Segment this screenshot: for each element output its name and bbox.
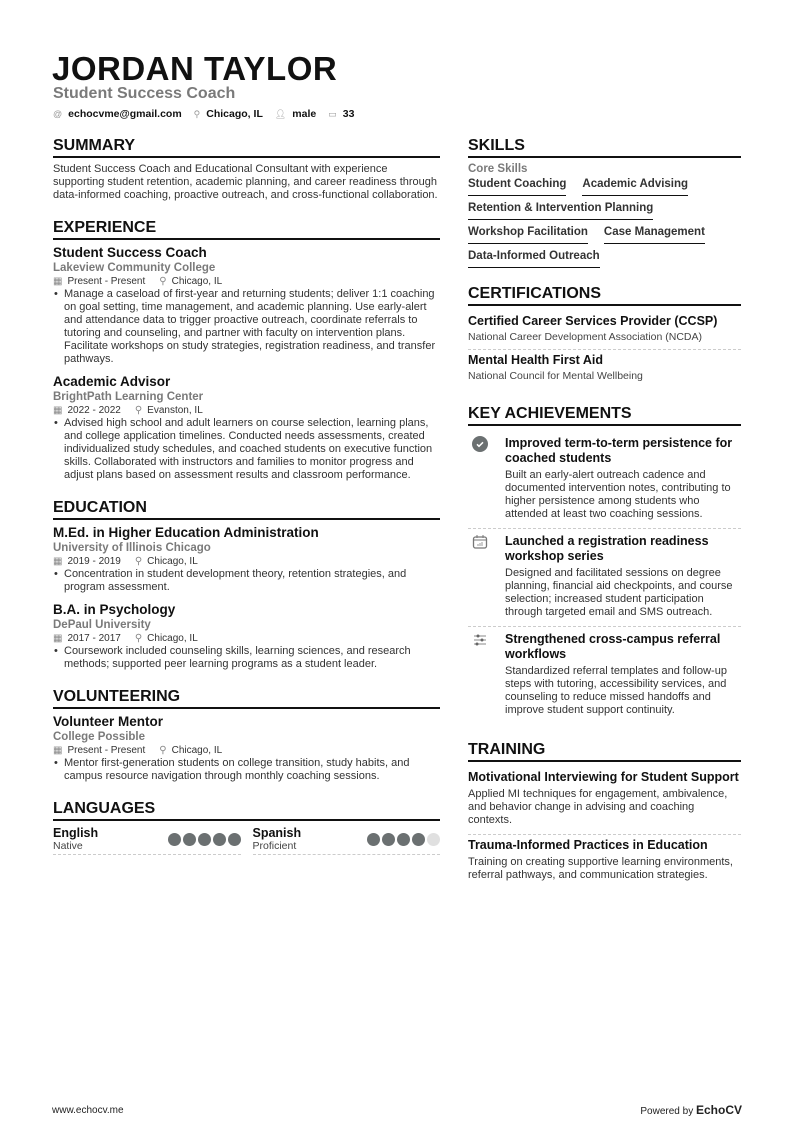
rating-dot (412, 833, 425, 846)
achievement-item (468, 529, 741, 627)
entry-organization: College Possible (53, 731, 146, 743)
entry-meta (53, 556, 440, 567)
entry-meta (53, 405, 440, 416)
location: Chicago, IL (206, 108, 263, 120)
candidate-name: JORDAN TAYLOR (52, 50, 338, 87)
summary-text: Student Success Coach and Educational Consultant with experience supporting student retention, academic planning, and career readiness through data-informed coaching, proactive outreach, and cross-functional collaboration. (53, 163, 438, 201)
entry-location: Chicago, IL (171, 745, 223, 756)
entry-title: Volunteer Mentor (53, 714, 164, 729)
achievements-section (468, 405, 741, 724)
entry-location: Chicago, IL (147, 556, 198, 567)
section-heading: CERTIFICATIONS (468, 285, 741, 306)
language-name: Spanish (252, 826, 302, 840)
training-section (468, 741, 741, 889)
section-heading: SKILLS (468, 137, 741, 158)
contact-info (53, 108, 354, 120)
education-section (53, 499, 440, 671)
skill-tag: Retention & Intervention Planning (468, 202, 653, 220)
certification-issuer: National Council for Mental Wellbeing (468, 370, 643, 382)
achievement-item (468, 431, 741, 529)
training-item (468, 767, 741, 835)
entry-meta (53, 276, 440, 287)
section-heading: EXPERIENCE (53, 219, 440, 240)
skill-tag: Student Coaching (468, 178, 566, 196)
training-description: Applied MI techniques for engagement, ambivalence, and behavior change in advising and coaching contexts. (468, 788, 728, 826)
achievement-title: Improved term-to-term persistence for coached students (505, 436, 733, 465)
language-level: Proficient (252, 840, 297, 852)
section-heading: TRAINING (468, 741, 741, 762)
languages-section (53, 800, 440, 855)
email: echocvme@gmail.com (68, 108, 182, 120)
entry-dates: 2022 - 2022 (67, 405, 121, 416)
experience-entry (53, 374, 440, 482)
achievement-description: Standardized referral templates and follow-up steps with tutoring, accessibility services, and counseling to reduce missed handoffs and improve student support continuity. (505, 665, 727, 716)
calendar-icon: ▦ (53, 556, 63, 567)
entry-dates: Present - Present (67, 745, 146, 756)
entry-dates: Present - Present (67, 276, 146, 287)
entry-bullet: • Coursework included counseling skills, learning sciences, and research methods; supported peer learning programs as a student leader. (53, 645, 440, 671)
entry-organization: Lakeview Community College (53, 262, 216, 274)
sliders-icon (468, 632, 491, 717)
rating-dot (168, 833, 181, 846)
entry-organization: BrightPath Learning Center (53, 391, 204, 403)
section-heading: EDUCATION (53, 499, 440, 520)
education-entry (53, 602, 440, 671)
calendar-chart-icon (468, 534, 491, 619)
achievement-description: Built an early-alert outreach cadence and documented intervention notes, contributing to higher persistence among students who attended at least two coaching sessions. (505, 469, 731, 520)
volunteering-section (53, 688, 440, 783)
certification-item (468, 350, 741, 388)
achievement-description: Designed and facilitated sessions on degree planning, financial aid checkpoints, and course selection; increased student participation through targeted email and SMS outreach. (505, 567, 733, 618)
entry-location: Chicago, IL (147, 633, 198, 644)
section-heading: KEY ACHIEVEMENTS (468, 405, 741, 426)
summary-section (53, 137, 440, 202)
person-icon: 👤︎ (274, 109, 287, 119)
achievement-item (468, 627, 741, 724)
language-level: Native (53, 840, 83, 852)
training-description: Training on creating supportive learning environments, referral pathways, and communication strategies. (468, 856, 733, 881)
entry-location: Chicago, IL (171, 276, 223, 287)
rating-dot (367, 833, 380, 846)
entry-organization: University of Illinois Chicago (53, 542, 211, 554)
language-item (53, 826, 241, 855)
skills-section (468, 137, 741, 268)
certification-title: Certified Career Services Provider (CCSP) (468, 314, 718, 328)
entry-meta (53, 633, 440, 644)
left-column (53, 137, 440, 872)
entry-title: Academic Advisor (53, 374, 171, 389)
calendar-icon: ▦ (53, 405, 63, 416)
at-icon: @ (53, 109, 63, 119)
location-pin-icon: ⚲ (134, 405, 143, 416)
rating-dot (382, 833, 395, 846)
entry-dates: 2017 - 2017 (67, 633, 121, 644)
skill-tag: Workshop Facilitation (468, 226, 588, 244)
calendar-icon: ▭ (328, 109, 337, 119)
rating-dot (228, 833, 241, 846)
entry-organization: DePaul University (53, 619, 151, 631)
footer-website[interactable]: www.echocv.me (52, 1105, 124, 1116)
certification-title: Mental Health First Aid (468, 353, 603, 367)
section-heading: LANGUAGES (53, 800, 440, 821)
section-heading: SUMMARY (53, 137, 440, 158)
language-rating (168, 833, 241, 846)
entry-bullet: • Mentor first-generation students on college transition, study habits, and campus resource navigation through monthly coaching sessions. (53, 757, 440, 783)
calendar-icon: ▦ (53, 276, 63, 287)
skill-tag: Case Management (604, 226, 705, 244)
rating-dot (397, 833, 410, 846)
check-circle-icon (468, 436, 491, 521)
gender: male (292, 108, 317, 120)
calendar-icon: ▦ (53, 745, 63, 756)
entry-dates: 2019 - 2019 (67, 556, 121, 567)
achievement-title: Launched a registration readiness workshop series (505, 534, 709, 563)
rating-dot (427, 833, 440, 846)
experience-section (53, 219, 440, 482)
entry-meta (53, 745, 440, 756)
entry-title: B.A. in Psychology (53, 602, 176, 617)
education-entry (53, 525, 440, 594)
skill-tag: Academic Advising (582, 178, 688, 196)
entry-bullet: • Concentration in student development theory, retention strategies, and program assessment. (53, 568, 440, 594)
entry-title: Student Success Coach (53, 245, 207, 260)
entry-bullet: • Manage a caseload of first-year and returning students; deliver 1:1 coaching on goal setting, time management, and academic planning. Use early-alert and attendance data to trigger proactive outreach, coordinate referrals to tutoring and counseling, and partner with faculty on intervention plans. Facilitate workshops on study strategies, registration readiness, and transfer pathways. (53, 288, 440, 366)
right-column (468, 137, 741, 906)
location-pin-icon: ⚲ (159, 745, 167, 756)
experience-entry (53, 245, 440, 366)
section-heading: VOLUNTEERING (53, 688, 440, 709)
footer-powered-by (640, 1103, 742, 1117)
age: 33 (342, 108, 355, 120)
calendar-icon: ▦ (53, 633, 63, 644)
skill-tag: Data-Informed Outreach (468, 250, 600, 268)
rating-dot (198, 833, 211, 846)
language-item (253, 826, 441, 855)
certification-issuer: National Career Development Association (NCDA) (468, 331, 703, 343)
language-rating (367, 833, 440, 846)
location-pin-icon: ⚲ (193, 109, 201, 119)
rating-dot (213, 833, 226, 846)
candidate-title: Student Success Coach (53, 85, 236, 102)
location-pin-icon: ⚲ (159, 276, 167, 287)
powered-label: Powered by (640, 1106, 694, 1117)
volunteering-entry (53, 714, 440, 783)
language-name: English (53, 826, 99, 840)
entry-title: M.Ed. in Higher Education Administration (53, 525, 319, 540)
achievement-title: Strengthened cross-campus referral workflows (505, 632, 721, 661)
location-pin-icon: ⚲ (134, 633, 143, 644)
brand-name: EchoCV (695, 1103, 742, 1117)
skills-group-label: Core Skills (468, 163, 528, 175)
entry-location: Evanston, IL (147, 405, 203, 416)
training-item (468, 835, 741, 889)
certification-item (468, 311, 741, 350)
certifications-section (468, 285, 741, 388)
rating-dot (183, 833, 196, 846)
training-title: Motivational Interviewing for Student Support (468, 770, 739, 784)
entry-bullet: • Advised high school and adult learners on course selection, learning plans, and college application timelines. Conducted needs assessments, created individualized study schedules, and coached students on executive function skills. Collaborated with instructors and families to monitor progress and adjust plans based on assessment results and classroom performance. (53, 417, 440, 482)
training-title: Trauma-Informed Practices in Education (468, 838, 708, 852)
location-pin-icon: ⚲ (134, 556, 143, 567)
